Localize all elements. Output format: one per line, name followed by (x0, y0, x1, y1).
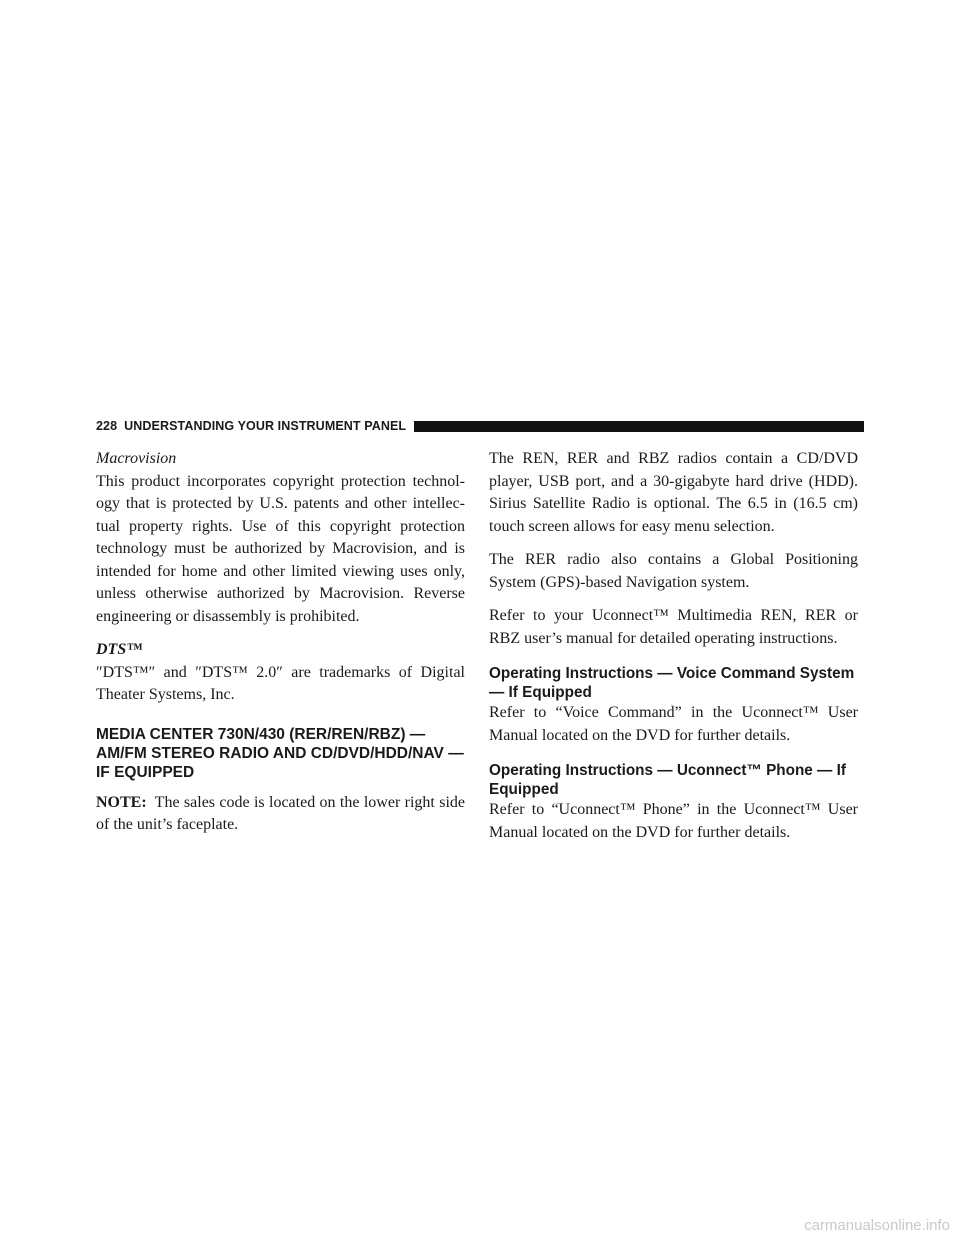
watermark: carmanualsonline.info (804, 1217, 950, 1234)
macrovision-paragraph: This product incorporates copyright protection technology that is protected by U.S. patents and other intellectual property rights. Use of this copyright protection technology must be authorized by Macrovision, and is intended for home and other limited viewing uses only, unless otherwise authorized by Macrovision. Reverse engineering or disassembly is prohibited. (96, 472, 465, 625)
radios-paragraph: The REN, RER and RBZ radios contain a CD/DVD player, USB port, and a 30-gigabyte hard drive (HDD). Sirius Satellite Radio is optional. The 6.5 in (16.5 cm) touch screen allows for easy menu selection. (489, 450, 858, 535)
voice-command-paragraph: Refer to “Voice Command” in the Uconnect™ User Manual located on the DVD for further details. (489, 704, 858, 744)
refer-paragraph: Refer to your Uconnect™ Multimedia REN, RER or RBZ user’s manual for detailed operating instructions. (489, 607, 858, 647)
uconnect-phone-paragraph: Refer to “Uconnect™ Phone” in the Uconnect™ User Manual located on the DVD for further details. (489, 801, 858, 841)
note-label: NOTE: (96, 793, 147, 811)
header-rule (414, 421, 864, 432)
page-number: 228 (96, 419, 118, 433)
section-title: UNDERSTANDING YOUR INSTRUMENT PANEL (124, 419, 407, 433)
macrovision-heading: Macrovision (96, 450, 177, 467)
note-text: The sales code is located on the lower right side of the unit’s faceplate. (96, 793, 465, 833)
uconnect-phone-heading: Operating Instructions — Uconnect™ Phone — If Equipped (489, 762, 846, 798)
left-column (96, 448, 465, 848)
gps-paragraph: The RER radio also contains a Global Positioning System (GPS)-based Navigation system. (489, 551, 858, 591)
page-header (96, 418, 864, 434)
media-center-heading: MEDIA CENTER 730N/430 (RER/REN/RBZ) — AM/FM STEREO RADIO AND CD/DVD/HDD/NAV — IF EQUIPPED (96, 725, 464, 781)
right-column (489, 448, 858, 855)
dts-paragraph: ″DTS™″ and ″DTS™ 2.0″ are trademarks of Digital Theater Systems, Inc. (96, 663, 465, 703)
voice-command-heading: Operating Instructions — Voice Command System — If Equipped (489, 665, 855, 701)
dts-heading: DTS™ (96, 641, 143, 658)
note-paragraph (96, 792, 465, 837)
